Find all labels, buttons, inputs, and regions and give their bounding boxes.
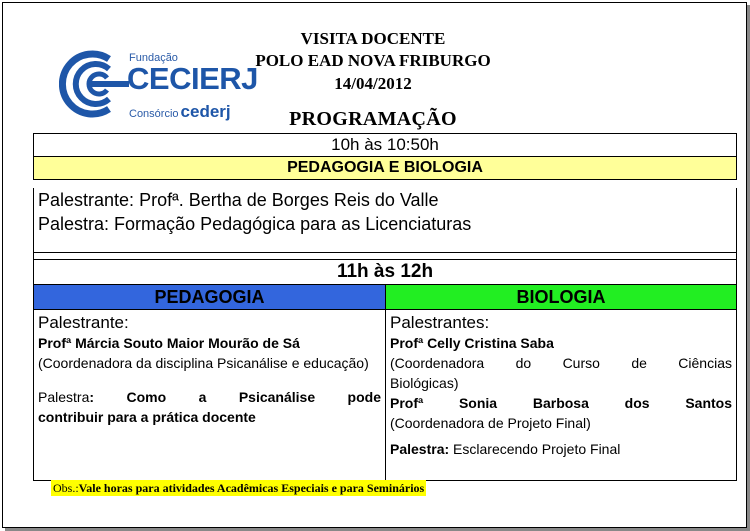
session2-time: 11h às 12h: [33, 260, 737, 285]
biologia-header: BIOLOGIA: [385, 285, 736, 309]
logo-fundacao: Fundação: [129, 52, 178, 64]
pedagogia-talk-line1: [38, 387, 381, 407]
header-programacao: PROGRAMAÇÃO: [289, 108, 457, 130]
biologia-speaker1: Profª Celly Cristina Saba: [390, 335, 554, 351]
pedagogia-cell: [34, 310, 385, 480]
session1-talk-line: [38, 212, 736, 236]
biologia-talk: Esclarecendo Projeto Final: [453, 441, 621, 457]
session2-area-headers: [33, 285, 737, 310]
biologia-talk-label: Palestra:: [390, 441, 454, 457]
table-divider: [33, 253, 737, 260]
pedagogia-talk-label: Palestra: [38, 389, 90, 405]
schedule-table: [33, 133, 737, 481]
cecierj-logo-mark: [59, 45, 129, 123]
pedagogia-role: (Coordenadora da disciplina Psicanálise e educação): [38, 355, 369, 371]
header-date: 14/04/2012: [334, 74, 412, 93]
biologia-speaker-label: Palestrantes:: [390, 313, 490, 332]
header-location: POLO EAD NOVA FRIBURGO: [255, 51, 491, 70]
session1-time: 10h às 10:50h: [33, 133, 737, 157]
note-label: Obs.:: [53, 481, 79, 495]
pedagogia-speaker: Profª Márcia Souto Maior Mourão de Sá: [38, 335, 300, 351]
pedagogia-talk-line2: contribuir para a prática docente: [38, 409, 256, 425]
session1-speaker-line: [38, 188, 736, 212]
session1-area: PEDAGOGIA E BIOLOGIA: [33, 157, 737, 180]
biologia-role1-line1: (Coordenadora do Curso de Ciências: [390, 355, 732, 371]
biologia-speaker2: Profª Sonia Barbosa dos Santos: [390, 395, 732, 411]
session1-speaker-label: Palestrante:: [38, 190, 140, 210]
session1-speaker: Profª. Bertha de Borges Reis do Valle: [139, 190, 439, 210]
biologia-cell: [385, 310, 736, 480]
pedagogia-header: PEDAGOGIA: [34, 285, 385, 309]
logo-name: CECIERJ: [127, 61, 258, 96]
pedagogia-gap: [38, 373, 381, 387]
logo-consorcio-label: Consórcio: [129, 108, 179, 120]
document-page: [2, 2, 747, 528]
note-text: Vale horas para atividades Acadêmicas Especiais e para Seminários: [78, 481, 425, 495]
biologia-role2: (Coordenadora de Projeto Final): [390, 415, 591, 431]
header-title: VISITA DOCENTE: [300, 29, 446, 48]
note-banner: [51, 480, 426, 496]
pedagogia-talk-part1: : Como a Psicanálise pode: [89, 389, 381, 405]
session1-details: [33, 188, 737, 253]
biologia-talk-line: [390, 439, 732, 459]
logo-cederj: cederj: [180, 102, 231, 121]
session2-details: [33, 310, 737, 481]
session1-talk: Formação Pedagógica para as Licenciaturas: [114, 214, 472, 234]
pedagogia-speaker-label: Palestrante:: [38, 313, 129, 332]
session1-talk-label: Palestra:: [38, 214, 115, 234]
biologia-role1-line2: Biológicas): [390, 375, 459, 391]
